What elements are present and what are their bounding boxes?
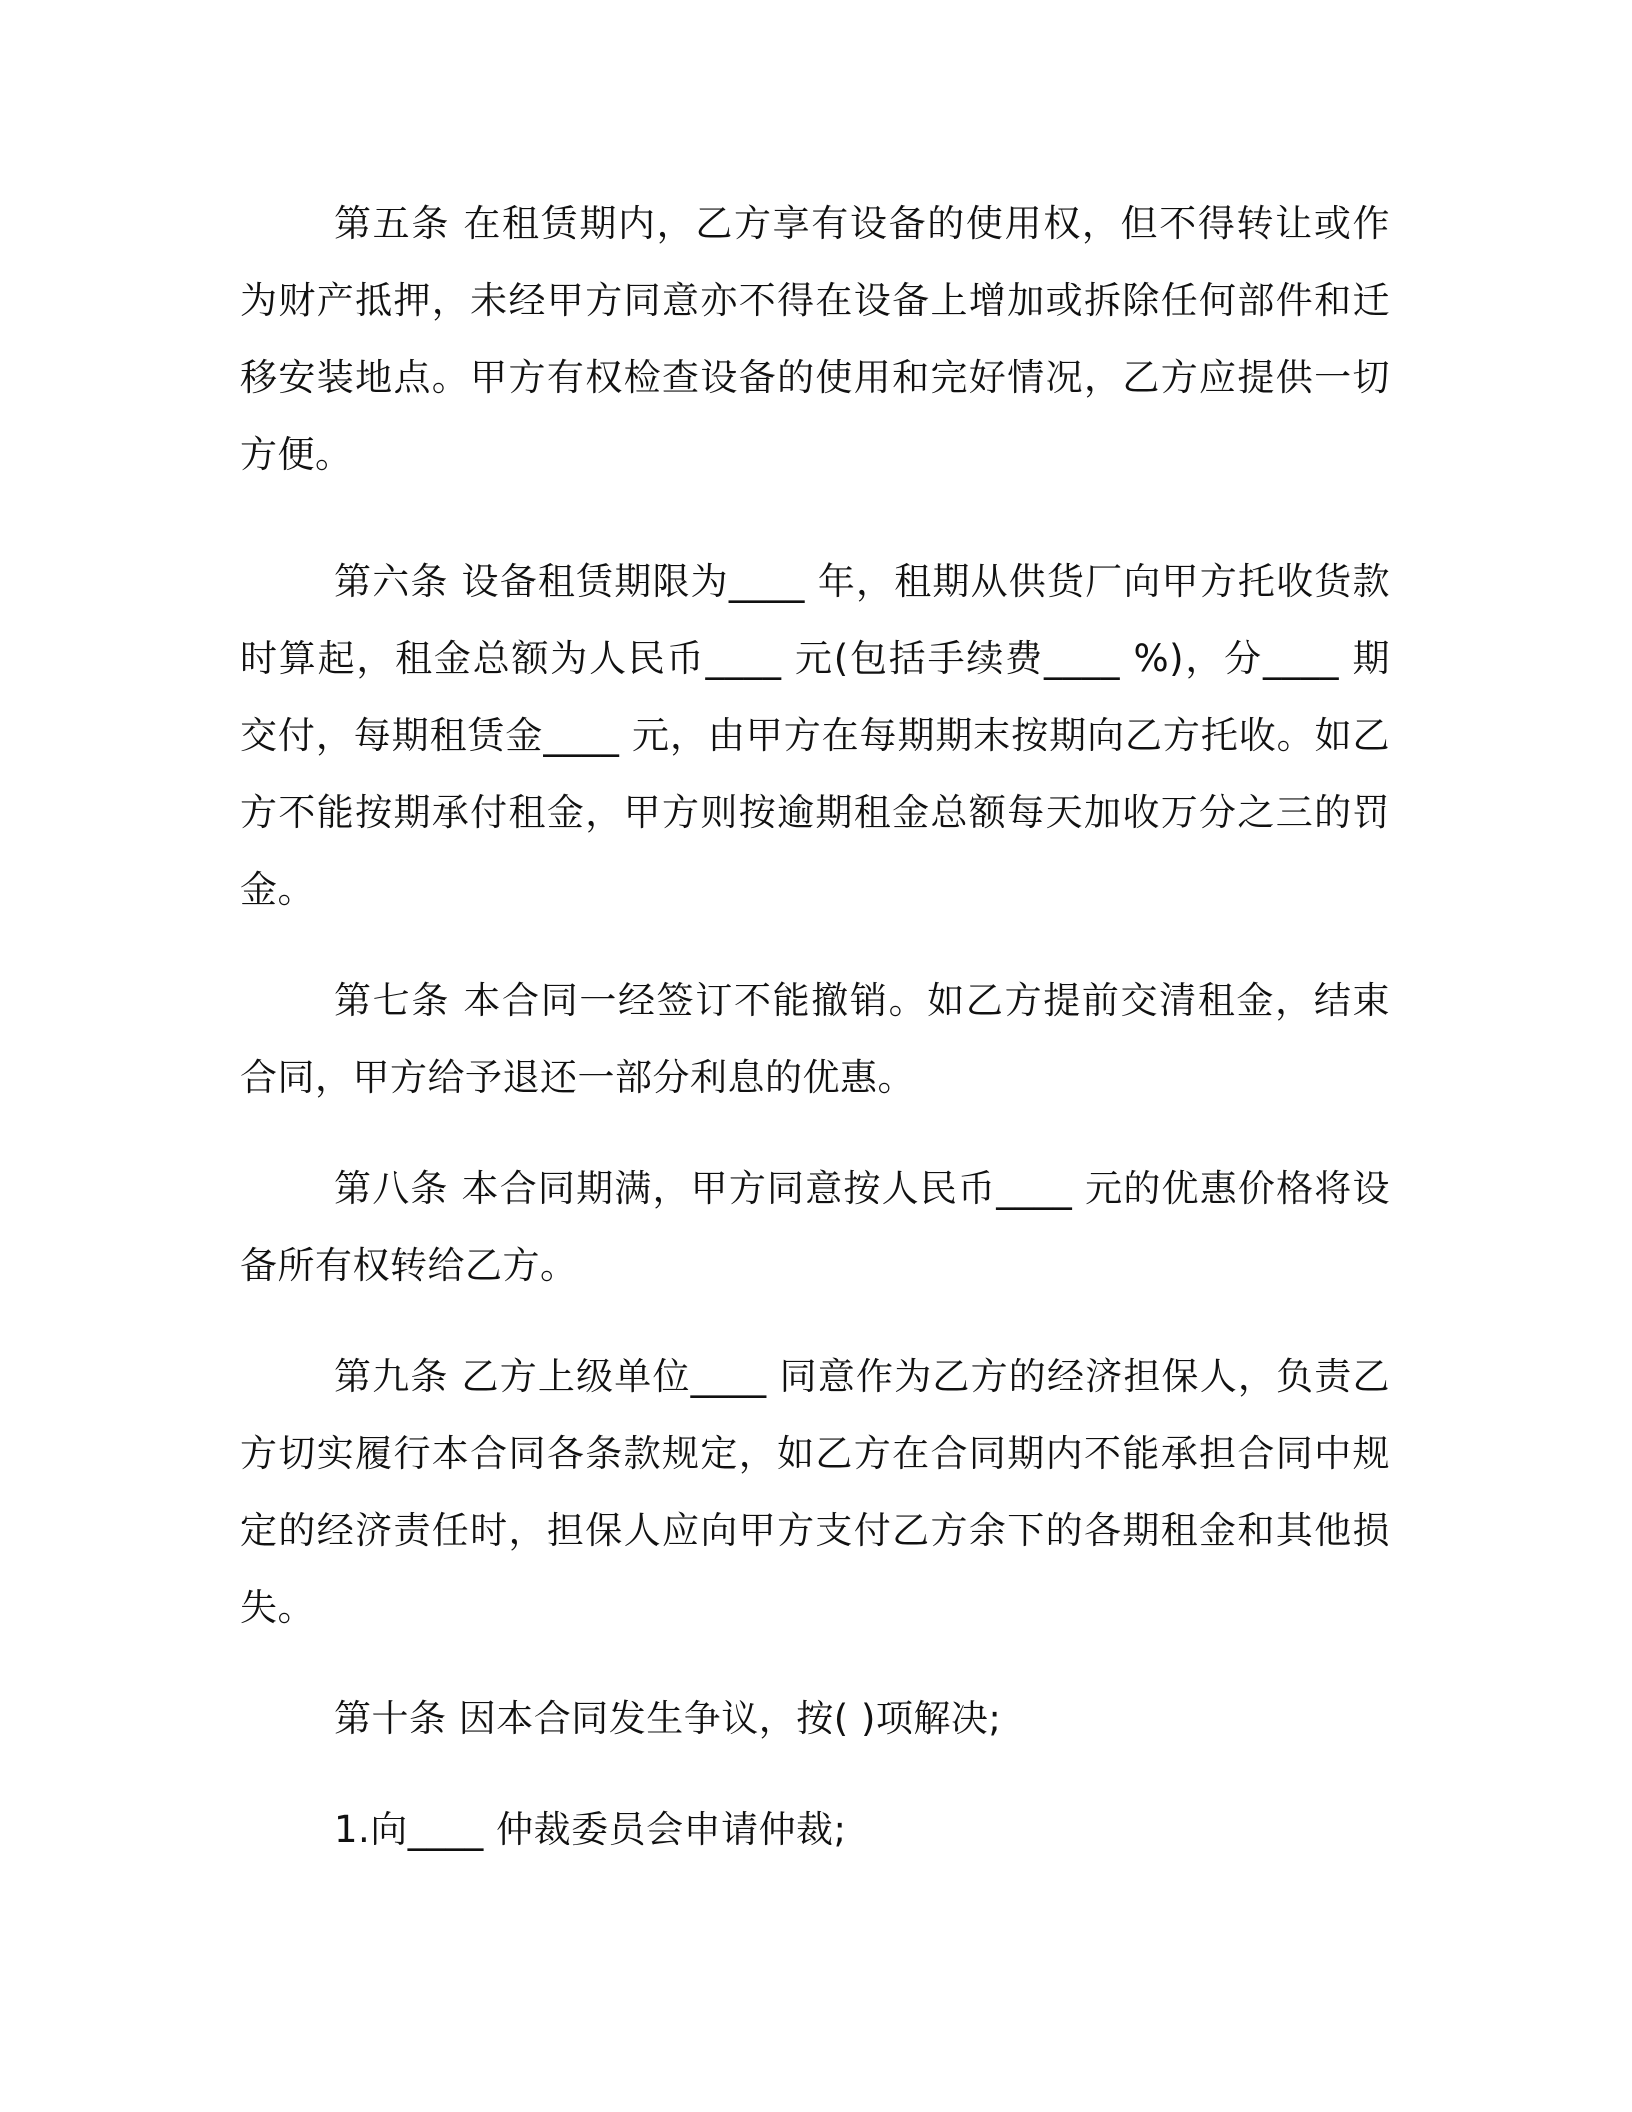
dispute-option-1-paragraph: 1.向____ 仲裁委员会申请仲裁;: [334, 1808, 847, 1851]
article-9-paragraph: 第九条 乙方上级单位____ 同意作为乙方的经济担保人，负责乙方切实履行本合同各条款规定，如乙方在合同期内不能承担合同中规定的经济责任时，担保人应向甲方支付乙方余下的各期租金和其他损失。: [240, 1355, 1390, 1629]
article-6-paragraph: 第六条 设备租赁期限为____ 年，租期从供货厂向甲方托收货款时算起，租金总额为人民币____ 元(包括手续费____ %)，分____ 期交付，每期租赁金____ 元，由甲方在每期期末按期向乙方托收。如乙方不能按期承付租金，甲方则按逾期租金总额每天加收万分之三的罚金。: [240, 560, 1390, 911]
article-10-paragraph: 第十条 因本合同发生争议，按( )项解决;: [334, 1697, 1002, 1740]
article-8-paragraph: 第八条 本合同期满，甲方同意按人民币____ 元的优惠价格将设备所有权转给乙方。: [240, 1167, 1390, 1287]
article-5-paragraph: 第五条 在租赁期内，乙方享有设备的使用权，但不得转让或作为财产抵押，未经甲方同意亦不得在设备上增加或拆除任何部件和迁移安装地点。甲方有权检查设备的使用和完好情况，乙方应提供一切方便。: [240, 202, 1390, 476]
article-7-paragraph: 第七条 本合同一经签订不能撤销。如乙方提前交清租金，结束合同，甲方给予退还一部分利息的优惠。: [240, 979, 1390, 1099]
document-body: [240, 185, 1390, 1868]
